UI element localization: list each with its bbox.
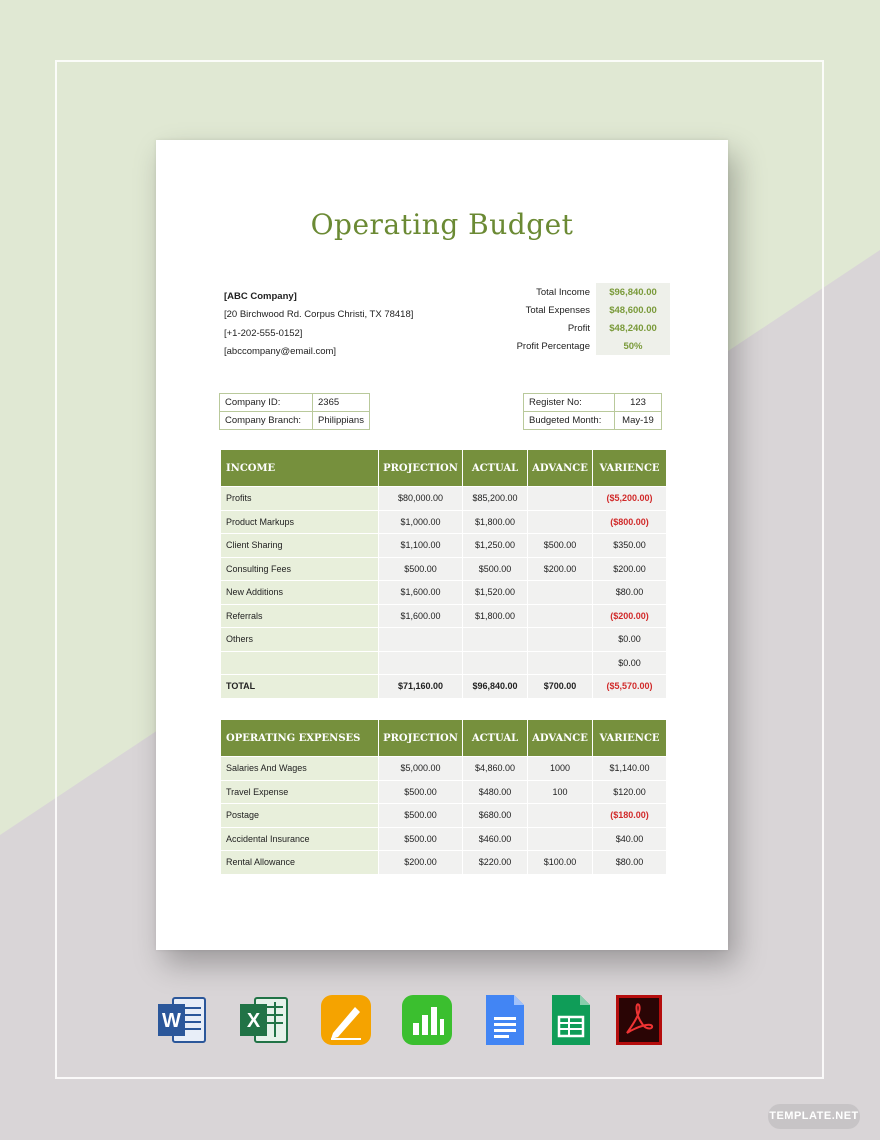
summary-value: $48,600.00	[596, 301, 670, 319]
table-cell: $1,520.00	[463, 581, 527, 604]
pdf-icon[interactable]	[612, 993, 666, 1047]
table-row	[221, 652, 666, 675]
table-row	[221, 757, 666, 780]
company-name: [ABC Company]	[224, 291, 297, 302]
table-cell: ($800.00)	[593, 511, 666, 534]
table-row	[221, 558, 666, 581]
google-sheets-icon[interactable]	[544, 993, 598, 1047]
column-header: INCOME	[221, 450, 378, 486]
table-cell: $500.00	[379, 558, 462, 581]
word-letter: W	[162, 1010, 181, 1032]
summary-label: Profit	[567, 322, 590, 334]
table-cell: $220.00	[463, 851, 527, 874]
table-row	[221, 828, 666, 851]
table-cell: $120.00	[593, 781, 666, 804]
table-cell: $200.00	[528, 558, 592, 581]
table-cell: ($5,200.00)	[593, 487, 666, 510]
table-cell: 1000	[528, 757, 592, 780]
summary-value: $96,840.00	[596, 283, 670, 301]
table-cell: $80,000.00	[379, 487, 462, 510]
row-label: Accidental Insurance	[221, 828, 378, 851]
row-label: Rental Allowance	[221, 851, 378, 874]
table-row	[221, 487, 666, 510]
column-header: ADVANCE	[528, 450, 592, 486]
table-cell: $480.00	[463, 781, 527, 804]
table-row	[221, 511, 666, 534]
column-header: ADVANCE	[528, 720, 592, 756]
info-label: Register No:	[524, 394, 615, 412]
table-cell	[528, 605, 592, 628]
table-cell	[528, 828, 592, 851]
table-row	[221, 581, 666, 604]
table-cell: ($5,570.00)	[593, 675, 666, 698]
template-watermark: TEMPLATE.NET	[768, 1104, 860, 1129]
table-header-row	[221, 450, 666, 486]
table-cell	[528, 581, 592, 604]
summary-label: Total Income	[536, 286, 590, 298]
summary-row	[488, 301, 670, 319]
register-info-table	[523, 393, 662, 430]
company-info-table	[219, 393, 370, 430]
table-row	[221, 804, 666, 827]
table-cell: $500.00	[379, 828, 462, 851]
file-format-icons	[155, 993, 670, 1048]
row-label: Referrals	[221, 605, 378, 628]
table-row	[221, 534, 666, 557]
table-row	[221, 605, 666, 628]
table-cell: $40.00	[593, 828, 666, 851]
table-cell: $1,600.00	[379, 605, 462, 628]
company-address: [20 Birchwood Rd. Corpus Christi, TX 78418]	[224, 309, 414, 321]
table-cell: $200.00	[379, 851, 462, 874]
table-cell	[463, 628, 527, 651]
excel-icon[interactable]	[237, 993, 291, 1047]
table-row	[221, 851, 666, 874]
table-cell: $500.00	[379, 804, 462, 827]
column-header: ACTUAL	[463, 450, 527, 486]
table-row	[221, 628, 666, 651]
table-cell	[528, 487, 592, 510]
table-cell	[528, 804, 592, 827]
row-label: TOTAL	[221, 675, 378, 698]
column-header: PROJECTION	[379, 450, 462, 486]
table-cell: $1,800.00	[463, 605, 527, 628]
table-cell: ($180.00)	[593, 804, 666, 827]
table-cell: $100.00	[528, 851, 592, 874]
table-cell: $350.00	[593, 534, 666, 557]
row-label: Travel Expense	[221, 781, 378, 804]
google-docs-icon[interactable]	[478, 993, 532, 1047]
summary-value: 50%	[596, 337, 670, 355]
table-cell: $80.00	[593, 851, 666, 874]
row-label: Profits	[221, 487, 378, 510]
expenses-table	[220, 719, 667, 875]
info-value: 123	[615, 394, 662, 412]
table-cell: $460.00	[463, 828, 527, 851]
table-cell	[528, 511, 592, 534]
income-table	[220, 449, 667, 699]
column-header: VARIENCE	[593, 450, 666, 486]
summary-row	[488, 337, 670, 355]
pages-icon[interactable]	[319, 993, 373, 1047]
summary-row	[488, 319, 670, 337]
table-cell: $1,600.00	[379, 581, 462, 604]
company-block	[224, 288, 413, 361]
table-cell	[528, 628, 592, 651]
row-label: New Additions	[221, 581, 378, 604]
word-icon[interactable]	[155, 993, 209, 1047]
table-cell: $500.00	[379, 781, 462, 804]
row-label: Product Markups	[221, 511, 378, 534]
table-cell: $1,800.00	[463, 511, 527, 534]
table-cell: $500.00	[528, 534, 592, 557]
table-cell	[379, 652, 462, 675]
summary-label: Profit Percentage	[516, 340, 590, 352]
table-cell: $680.00	[463, 804, 527, 827]
info-label: Company Branch:	[220, 412, 313, 430]
numbers-icon[interactable]	[400, 993, 454, 1047]
table-cell: $96,840.00	[463, 675, 527, 698]
row-label	[221, 652, 378, 675]
table-header-row	[221, 720, 666, 756]
table-cell: $1,140.00	[593, 757, 666, 780]
row-label: Client Sharing	[221, 534, 378, 557]
row-label: Others	[221, 628, 378, 651]
table-cell: 100	[528, 781, 592, 804]
table-cell: $1,250.00	[463, 534, 527, 557]
document-title: Operating Budget	[310, 208, 574, 241]
column-header: OPERATING EXPENSES	[221, 720, 378, 756]
table-row	[221, 781, 666, 804]
summary-label: Total Expenses	[525, 304, 590, 316]
row-label: Consulting Fees	[221, 558, 378, 581]
table-cell: $1,100.00	[379, 534, 462, 557]
row-label: Salaries And Wages	[221, 757, 378, 780]
table-cell: $0.00	[593, 628, 666, 651]
total-row	[221, 675, 666, 698]
table-cell	[463, 652, 527, 675]
column-header: PROJECTION	[379, 720, 462, 756]
info-value: Philippians	[313, 412, 370, 430]
table-cell: $500.00	[463, 558, 527, 581]
row-label: Postage	[221, 804, 378, 827]
summary-table	[488, 283, 670, 355]
table-cell: $0.00	[593, 652, 666, 675]
info-value: May-19	[615, 412, 662, 430]
summary-value: $48,240.00	[596, 319, 670, 337]
table-cell: $700.00	[528, 675, 592, 698]
company-phone: [+1-202-555-0152]	[224, 327, 303, 339]
table-cell: ($200.00)	[593, 605, 666, 628]
info-label: Company ID:	[220, 394, 313, 412]
table-cell	[528, 652, 592, 675]
info-value: 2365	[313, 394, 370, 412]
column-header: ACTUAL	[463, 720, 527, 756]
table-cell	[379, 628, 462, 651]
column-header: VARIENCE	[593, 720, 666, 756]
table-cell: $85,200.00	[463, 487, 527, 510]
table-cell: $80.00	[593, 581, 666, 604]
table-cell: $1,000.00	[379, 511, 462, 534]
table-cell: $5,000.00	[379, 757, 462, 780]
table-cell: $71,160.00	[379, 675, 462, 698]
table-cell: $200.00	[593, 558, 666, 581]
document-page	[156, 140, 728, 950]
company-email: [abccompany@email.com]	[224, 345, 337, 357]
table-cell: $4,860.00	[463, 757, 527, 780]
excel-letter: X	[246, 1010, 261, 1032]
info-label: Budgeted Month:	[524, 412, 615, 430]
summary-row	[488, 283, 670, 301]
